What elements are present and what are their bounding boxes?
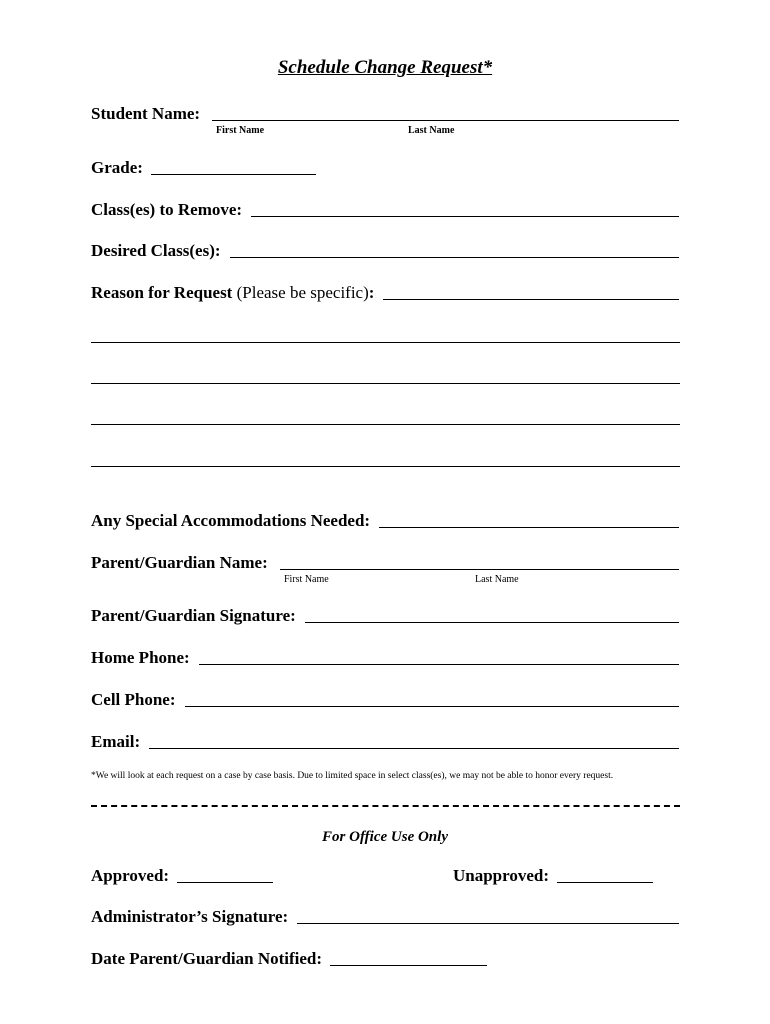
parent-signature-field[interactable] bbox=[305, 621, 679, 623]
student-name-field[interactable] bbox=[212, 119, 679, 121]
reason-row bbox=[91, 282, 679, 304]
date-notified-label: Date Parent/Guardian Notified: bbox=[91, 949, 323, 968]
admin-signature-field[interactable] bbox=[297, 922, 679, 924]
admin-signature-row bbox=[91, 906, 679, 928]
reason-field[interactable] bbox=[383, 298, 679, 300]
parent-last-name-caption: Last Name bbox=[475, 574, 519, 585]
email-field[interactable] bbox=[149, 747, 679, 749]
parent-signature-row bbox=[91, 605, 679, 627]
unapproved-label: Unapproved: bbox=[453, 866, 550, 885]
cut-line-divider bbox=[91, 805, 680, 807]
reason-line-2[interactable] bbox=[91, 383, 680, 384]
reason-label: Reason for Request (Please be specific): bbox=[91, 283, 375, 302]
parent-name-row bbox=[91, 552, 679, 574]
home-phone-field[interactable] bbox=[199, 663, 679, 665]
student-name-row bbox=[91, 103, 679, 125]
reason-line-3[interactable] bbox=[91, 424, 680, 425]
parent-signature-label: Parent/Guardian Signature: bbox=[91, 606, 296, 625]
unapproved-row bbox=[453, 865, 653, 887]
desired-classes-field[interactable] bbox=[230, 256, 679, 258]
cell-phone-row bbox=[91, 689, 679, 711]
email-label: Email: bbox=[91, 732, 141, 751]
reason-line-1[interactable] bbox=[91, 342, 680, 343]
approved-label: Approved: bbox=[91, 866, 170, 885]
desired-classes-row bbox=[91, 240, 679, 262]
accommodations-row bbox=[91, 510, 679, 532]
unapproved-field[interactable] bbox=[557, 881, 653, 883]
email-row bbox=[91, 731, 679, 753]
parent-name-field[interactable] bbox=[280, 568, 679, 570]
grade-label: Grade: bbox=[91, 158, 143, 177]
approved-row bbox=[91, 865, 273, 887]
student-last-name-caption: Last Name bbox=[408, 125, 455, 136]
date-notified-field[interactable] bbox=[330, 964, 487, 966]
approved-field[interactable] bbox=[177, 881, 273, 883]
grade-row bbox=[91, 157, 679, 179]
home-phone-label: Home Phone: bbox=[91, 648, 190, 667]
home-phone-row bbox=[91, 647, 679, 669]
reason-line-4[interactable] bbox=[91, 466, 680, 467]
grade-field[interactable] bbox=[151, 173, 316, 175]
cell-phone-label: Cell Phone: bbox=[91, 690, 176, 709]
parent-name-label: Parent/Guardian Name: bbox=[91, 553, 268, 572]
desired-classes-label: Desired Class(es): bbox=[91, 241, 221, 260]
cell-phone-field[interactable] bbox=[185, 705, 679, 707]
footnote: *We will look at each request on a case by case basis. Due to limited space in select class(es), we may not be able to honor every request. bbox=[91, 771, 614, 781]
office-use-heading: For Office Use Only bbox=[322, 829, 448, 845]
classes-remove-field[interactable] bbox=[251, 215, 679, 217]
accommodations-label: Any Special Accommodations Needed: bbox=[91, 511, 371, 530]
form-title: Schedule Change Request* bbox=[277, 57, 493, 78]
classes-remove-row bbox=[91, 199, 679, 221]
student-name-label: Student Name: bbox=[91, 104, 201, 123]
parent-first-name-caption: First Name bbox=[284, 574, 329, 585]
admin-signature-label: Administrator’s Signature: bbox=[91, 907, 289, 926]
classes-remove-label: Class(es) to Remove: bbox=[91, 200, 243, 219]
date-notified-row bbox=[91, 948, 487, 970]
student-first-name-caption: First Name bbox=[216, 125, 265, 136]
accommodations-field[interactable] bbox=[379, 526, 679, 528]
